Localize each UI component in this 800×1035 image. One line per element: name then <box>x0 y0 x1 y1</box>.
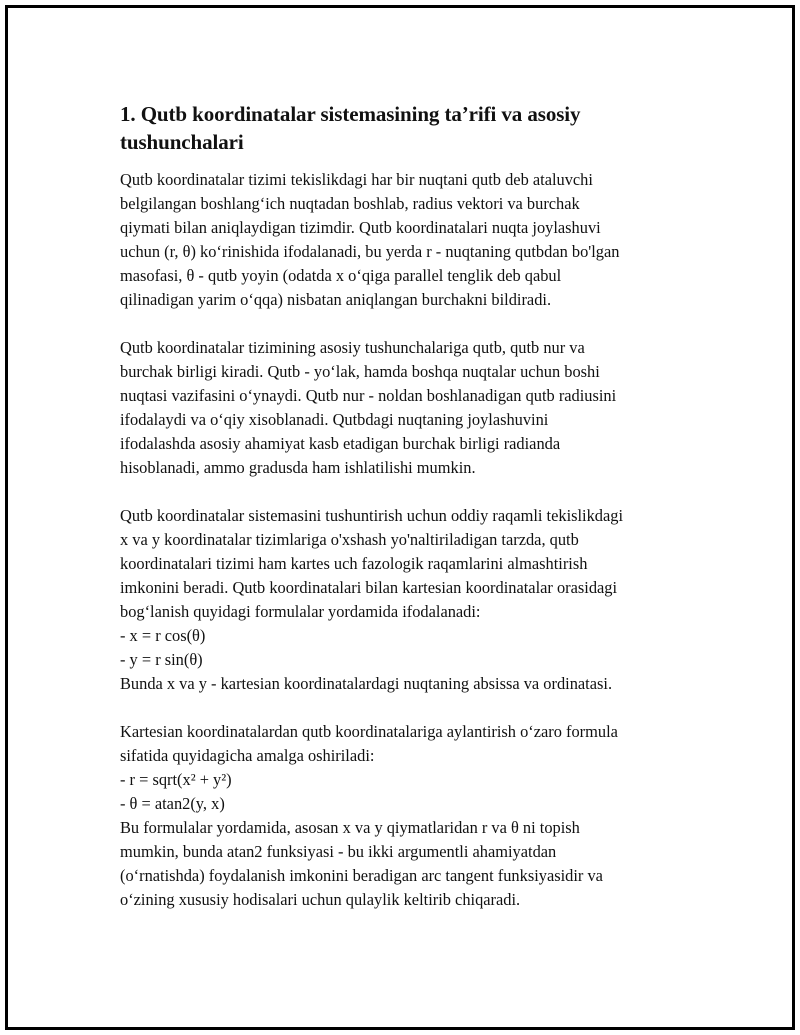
text-line: o‘zining xususiy hodisalari uchun qulaylik keltirib chiqaradi. <box>120 890 521 909</box>
section-heading <box>120 100 700 156</box>
paragraph-definition <box>120 168 700 312</box>
formula-line: - x = r cos(θ) <box>120 626 206 645</box>
text-line: ifodalaydi va o‘qiy xisoblanadi. Qutbdagi nuqtaning joylashuvini <box>120 410 549 429</box>
text-line: ifodalashda asosiy ahamiyat kasb etadigan burchak birligi radianda <box>120 434 561 453</box>
heading-line: 1. Qutb koordinatalar sistemasining ta’rifi va asosiy <box>120 102 581 126</box>
formula-line: - r = sqrt(x² + y²) <box>120 770 232 789</box>
text-line: (o‘rnatishda) foydalanish imkonini beradigan arc tangent funksiyasidir va <box>120 866 603 885</box>
text-line: burchak birligi kiradi. Qutb - yo‘lak, hamda boshqa nuqtalar uchun boshi <box>120 362 600 381</box>
text-line: nuqtasi vazifasini o‘ynaydi. Qutb nur - noldan boshlanadigan qutb radiusini <box>120 386 617 405</box>
text-line: Qutb koordinatalar tizimi tekislikdagi har bir nuqtani qutb deb ataluvchi <box>120 170 593 189</box>
text-line: belgilangan boshlang‘ich nuqtadan boshlab, radius vektori va burchak <box>120 194 580 213</box>
formula-line: - y = r sin(θ) <box>120 650 203 669</box>
text-line: x va y koordinatalar tizimlariga o'xshash yo'naltiriladigan tarzda, qutb <box>120 530 579 549</box>
paragraph-cartesian-relation <box>120 504 700 696</box>
heading-line: tushunchalari <box>120 130 244 154</box>
text-line: Qutb koordinatalar sistemasini tushuntirish uchun oddiy raqamli tekislikdagi <box>120 506 624 525</box>
text-line: uchun (r, θ) ko‘rinishida ifodalanadi, bu yerda r - nuqtaning qutbdan bo'lgan <box>120 242 620 261</box>
paragraph-basic-concepts <box>120 336 700 480</box>
text-line: Kartesian koordinatalardan qutb koordinatalariga aylantirish o‘zaro formula <box>120 722 618 741</box>
text-line: sifatida quyidagicha amalga oshiriladi: <box>120 746 375 765</box>
text-line: masofasi, θ - qutb yoyin (odatda x o‘qiga parallel tenglik deb qabul <box>120 266 562 285</box>
text-line: koordinatalari tizimi ham kartes uch fazologik raqamlarini almashtirish <box>120 554 588 573</box>
page-frame <box>5 5 795 1030</box>
text-line: qiymati bilan aniqlaydigan tizimdir. Qutb koordinatalari nuqta joylashuvi <box>120 218 601 237</box>
text-line: qilinadigan yarim o‘qqa) nisbatan aniqlangan burchakni bildiradi. <box>120 290 552 309</box>
document-body <box>120 100 700 936</box>
text-line: mumkin, bunda atan2 funksiyasi - bu ikki argumentli ahamiyatdan <box>120 842 557 861</box>
text-line: Bu formulalar yordamida, asosan x va y qiymatlaridan r va θ ni topish <box>120 818 580 837</box>
text-line: Bunda x va y - kartesian koordinatalardagi nuqtaning absissa va ordinatasi. <box>120 674 613 693</box>
text-line: bog‘lanish quyidagi formulalar yordamida ifodalanadi: <box>120 602 481 621</box>
formula-line: - θ = atan2(y, x) <box>120 794 225 813</box>
paragraph-conversion <box>120 720 700 912</box>
text-line: Qutb koordinatalar tizimining asosiy tushunchalariga qutb, qutb nur va <box>120 338 585 357</box>
text-line: imkonini beradi. Qutb koordinatalari bilan kartesian koordinatalar orasidagi <box>120 578 618 597</box>
text-line: hisoblanadi, ammo gradusda ham ishlatilishi mumkin. <box>120 458 476 477</box>
